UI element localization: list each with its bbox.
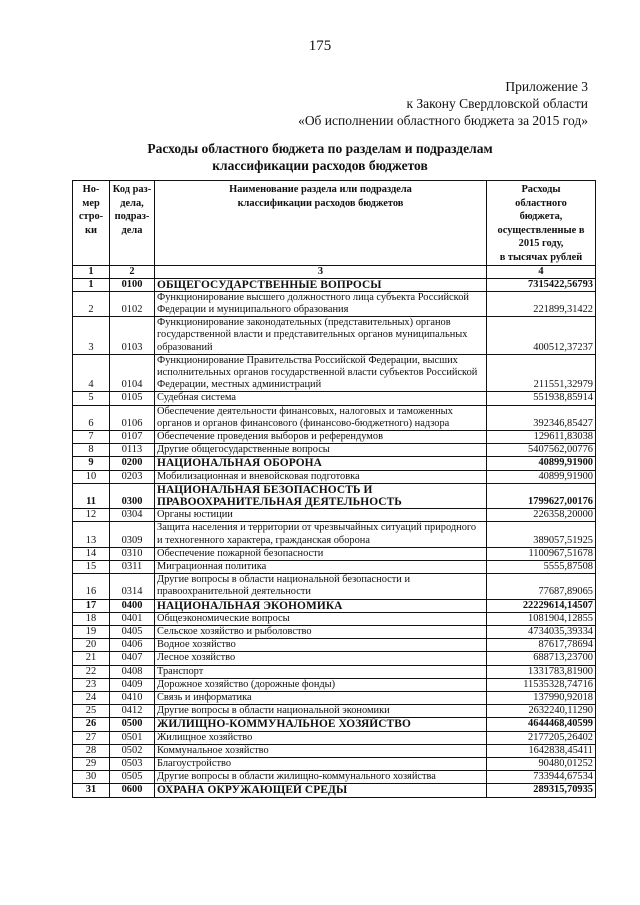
- row-name: ОХРАНА ОКРУЖАЮЩЕЙ СРЕДЫ: [155, 784, 487, 797]
- table-row: [73, 652, 596, 665]
- table-row: [73, 444, 596, 457]
- table-row: [73, 291, 596, 316]
- row-number: 11: [73, 483, 110, 508]
- row-amount: 87617,78694: [487, 639, 596, 652]
- table-row: [73, 522, 596, 547]
- table-row: [73, 547, 596, 560]
- row-name: Обеспечение деятельности финансовых, налоговых и таможенных органов и органов финансового (финансово-бюджетного) надзора: [155, 405, 487, 430]
- row-code: 0501: [110, 731, 155, 744]
- table-row: [73, 509, 596, 522]
- row-number: 18: [73, 612, 110, 625]
- table-row: [73, 692, 596, 705]
- row-amount: 688713,23700: [487, 652, 596, 665]
- row-number: 28: [73, 744, 110, 757]
- title-line-2: классификации расходов бюджетов: [212, 158, 428, 173]
- table-row: [73, 574, 596, 599]
- row-name: Дорожное хозяйство (дорожные фонды): [155, 678, 487, 691]
- row-amount: 5407562,00776: [487, 444, 596, 457]
- row-number: 19: [73, 626, 110, 639]
- row-amount: 733944,67534: [487, 771, 596, 784]
- header-amount: Расходы областного бюджета, осуществленные в 2015 году, в тысячах рублей: [487, 181, 596, 266]
- table-row: [73, 612, 596, 625]
- row-name: Сельское хозяйство и рыболовство: [155, 626, 487, 639]
- row-name: Лесное хозяйство: [155, 652, 487, 665]
- row-amount: 389057,51925: [487, 522, 596, 547]
- row-code: 0304: [110, 509, 155, 522]
- row-name: Миграционная политика: [155, 561, 487, 574]
- table-row: [73, 354, 596, 392]
- row-code: 0103: [110, 317, 155, 355]
- row-code: 0310: [110, 547, 155, 560]
- row-number: 22: [73, 665, 110, 678]
- table-row: [73, 678, 596, 691]
- row-number: 21: [73, 652, 110, 665]
- table-row: [73, 705, 596, 718]
- row-name: НАЦИОНАЛЬНАЯ ЭКОНОМИКА: [155, 599, 487, 612]
- row-number: 9: [73, 457, 110, 470]
- page-number: 175: [308, 38, 332, 54]
- row-code: 0505: [110, 771, 155, 784]
- row-name: Обеспечение пожарной безопасности: [155, 547, 487, 560]
- row-name: Транспорт: [155, 665, 487, 678]
- row-number: 20: [73, 639, 110, 652]
- table-row: [73, 599, 596, 612]
- table-row: [73, 784, 596, 797]
- row-name: Функционирование Правительства Российской Федерации, высших исполнительных органов государственной власти субъектов Российской Федерации, местных администраций: [155, 354, 487, 392]
- table-row: [73, 457, 596, 470]
- row-code: 0102: [110, 291, 155, 316]
- appendix-heading: [298, 78, 588, 129]
- row-name: Функционирование законодательных (представительных) органов государственной власти и представительных органов муниципальных образований: [155, 317, 487, 355]
- row-code: 0412: [110, 705, 155, 718]
- table-row: [73, 470, 596, 483]
- row-name: Органы юстиции: [155, 509, 487, 522]
- table-row: [73, 639, 596, 652]
- table-row: [73, 771, 596, 784]
- row-number: 23: [73, 678, 110, 691]
- column-index-row: [73, 265, 596, 278]
- row-name: Связь и информатика: [155, 692, 487, 705]
- title-line-1: Расходы областного бюджета по разделам и подразделам: [147, 141, 493, 156]
- row-number: 6: [73, 405, 110, 430]
- row-number: 13: [73, 522, 110, 547]
- row-code: 0104: [110, 354, 155, 392]
- row-name: ЖИЛИЩНО-КОММУНАЛЬНОЕ ХОЗЯЙСТВО: [155, 718, 487, 731]
- row-name: Судебная система: [155, 392, 487, 405]
- column-index: 4: [487, 265, 596, 278]
- table-row: [73, 317, 596, 355]
- row-amount: 1081904,12855: [487, 612, 596, 625]
- row-amount: 392346,85427: [487, 405, 596, 430]
- row-amount: 226358,20000: [487, 509, 596, 522]
- row-name: Другие вопросы в области национальной экономики: [155, 705, 487, 718]
- row-amount: 1100967,51678: [487, 547, 596, 560]
- row-code: 0100: [110, 278, 155, 291]
- row-amount: 211551,32979: [487, 354, 596, 392]
- row-amount: 137990,92018: [487, 692, 596, 705]
- row-amount: 221899,31422: [487, 291, 596, 316]
- row-number: 24: [73, 692, 110, 705]
- row-amount: 77687,89065: [487, 574, 596, 599]
- row-name: НАЦИОНАЛЬНАЯ БЕЗОПАСНОСТЬ И ПРАВООХРАНИТЕЛЬНАЯ ДЕЯТЕЛЬНОСТЬ: [155, 483, 487, 508]
- row-code: 0200: [110, 457, 155, 470]
- row-number: 31: [73, 784, 110, 797]
- table-row: [73, 561, 596, 574]
- row-code: 0401: [110, 612, 155, 625]
- row-code: 0300: [110, 483, 155, 508]
- row-code: 0409: [110, 678, 155, 691]
- row-code: 0203: [110, 470, 155, 483]
- header-num: Но- мер стро- ки: [73, 181, 110, 266]
- row-code: 0502: [110, 744, 155, 757]
- row-code: 0410: [110, 692, 155, 705]
- table-row: [73, 392, 596, 405]
- row-code: 0406: [110, 639, 155, 652]
- row-code: 0500: [110, 718, 155, 731]
- row-code: 0400: [110, 599, 155, 612]
- table-row: [73, 626, 596, 639]
- row-code: 0107: [110, 431, 155, 444]
- row-number: 3: [73, 317, 110, 355]
- row-number: 1: [73, 278, 110, 291]
- row-number: 2: [73, 291, 110, 316]
- row-name: Коммунальное хозяйство: [155, 744, 487, 757]
- row-code: 0503: [110, 758, 155, 771]
- row-name: Благоустройство: [155, 758, 487, 771]
- row-number: 26: [73, 718, 110, 731]
- row-amount: 289315,70935: [487, 784, 596, 797]
- table-row: [73, 483, 596, 508]
- row-amount: 11535328,74716: [487, 678, 596, 691]
- row-name: Мобилизационная и вневойсковая подготовка: [155, 470, 487, 483]
- budget-table: [72, 180, 596, 798]
- row-name: Другие вопросы в области национальной безопасности и правоохранительной деятельности: [155, 574, 487, 599]
- appendix-line-2: к Закону Свердловской области: [406, 96, 588, 111]
- row-amount: 400512,37237: [487, 317, 596, 355]
- column-index: 2: [110, 265, 155, 278]
- row-number: 27: [73, 731, 110, 744]
- row-name: Защита населения и территории от чрезвычайных ситуаций природного и техногенного характера, гражданская оборона: [155, 522, 487, 547]
- row-amount: 40899,91900: [487, 457, 596, 470]
- row-number: 17: [73, 599, 110, 612]
- row-name: НАЦИОНАЛЬНАЯ ОБОРОНА: [155, 457, 487, 470]
- row-amount: 22229614,14507: [487, 599, 596, 612]
- column-index: 3: [155, 265, 487, 278]
- table-row: [73, 744, 596, 757]
- row-number: 7: [73, 431, 110, 444]
- table-row: [73, 278, 596, 291]
- row-number: 4: [73, 354, 110, 392]
- row-name: Водное хозяйство: [155, 639, 487, 652]
- row-code: 0405: [110, 626, 155, 639]
- row-number: 14: [73, 547, 110, 560]
- row-amount: 40899,91900: [487, 470, 596, 483]
- row-code: 0309: [110, 522, 155, 547]
- table-row: [73, 665, 596, 678]
- row-code: 0600: [110, 784, 155, 797]
- row-number: 16: [73, 574, 110, 599]
- table-row: [73, 758, 596, 771]
- row-number: 25: [73, 705, 110, 718]
- row-amount: 1642838,45411: [487, 744, 596, 757]
- row-number: 10: [73, 470, 110, 483]
- row-number: 5: [73, 392, 110, 405]
- row-number: 12: [73, 509, 110, 522]
- appendix-line-1: Приложение 3: [505, 79, 588, 94]
- row-name: Общеэкономические вопросы: [155, 612, 487, 625]
- row-code: 0407: [110, 652, 155, 665]
- row-amount: 5555,87508: [487, 561, 596, 574]
- document-title: [0, 140, 640, 174]
- row-amount: 129611,83038: [487, 431, 596, 444]
- row-number: 30: [73, 771, 110, 784]
- row-code: 0311: [110, 561, 155, 574]
- row-number: 8: [73, 444, 110, 457]
- row-code: 0106: [110, 405, 155, 430]
- row-amount: 90480,01252: [487, 758, 596, 771]
- row-number: 29: [73, 758, 110, 771]
- row-name: Другие общегосударственные вопросы: [155, 444, 487, 457]
- row-amount: 2632240,11290: [487, 705, 596, 718]
- row-name: ОБЩЕГОСУДАРСТВЕННЫЕ ВОПРОСЫ: [155, 278, 487, 291]
- header-code: Код раз- дела, подраз- дела: [110, 181, 155, 266]
- row-amount: 1799627,00176: [487, 483, 596, 508]
- row-amount: 4644468,40599: [487, 718, 596, 731]
- row-name: Другие вопросы в области жилищно-коммунального хозяйства: [155, 771, 487, 784]
- row-amount: 4734035,39334: [487, 626, 596, 639]
- row-name: Функционирование высшего должностного лица субъекта Российской Федерации и муниципального образования: [155, 291, 487, 316]
- row-amount: 7315422,56793: [487, 278, 596, 291]
- row-number: 15: [73, 561, 110, 574]
- row-amount: 1331783,81900: [487, 665, 596, 678]
- table-row: [73, 431, 596, 444]
- row-code: 0408: [110, 665, 155, 678]
- row-code: 0314: [110, 574, 155, 599]
- table-row: [73, 718, 596, 731]
- header-name: Наименование раздела или подраздела классификации расходов бюджетов: [155, 181, 487, 266]
- table-row: [73, 405, 596, 430]
- column-index: 1: [73, 265, 110, 278]
- table-row: [73, 731, 596, 744]
- appendix-line-3: «Об исполнении областного бюджета за 2015 год»: [298, 113, 588, 128]
- row-name: Обеспечение проведения выборов и референдумов: [155, 431, 487, 444]
- row-code: 0105: [110, 392, 155, 405]
- row-amount: 2177205,26402: [487, 731, 596, 744]
- row-amount: 551938,85914: [487, 392, 596, 405]
- row-code: 0113: [110, 444, 155, 457]
- row-name: Жилищное хозяйство: [155, 731, 487, 744]
- header-row: [73, 181, 596, 266]
